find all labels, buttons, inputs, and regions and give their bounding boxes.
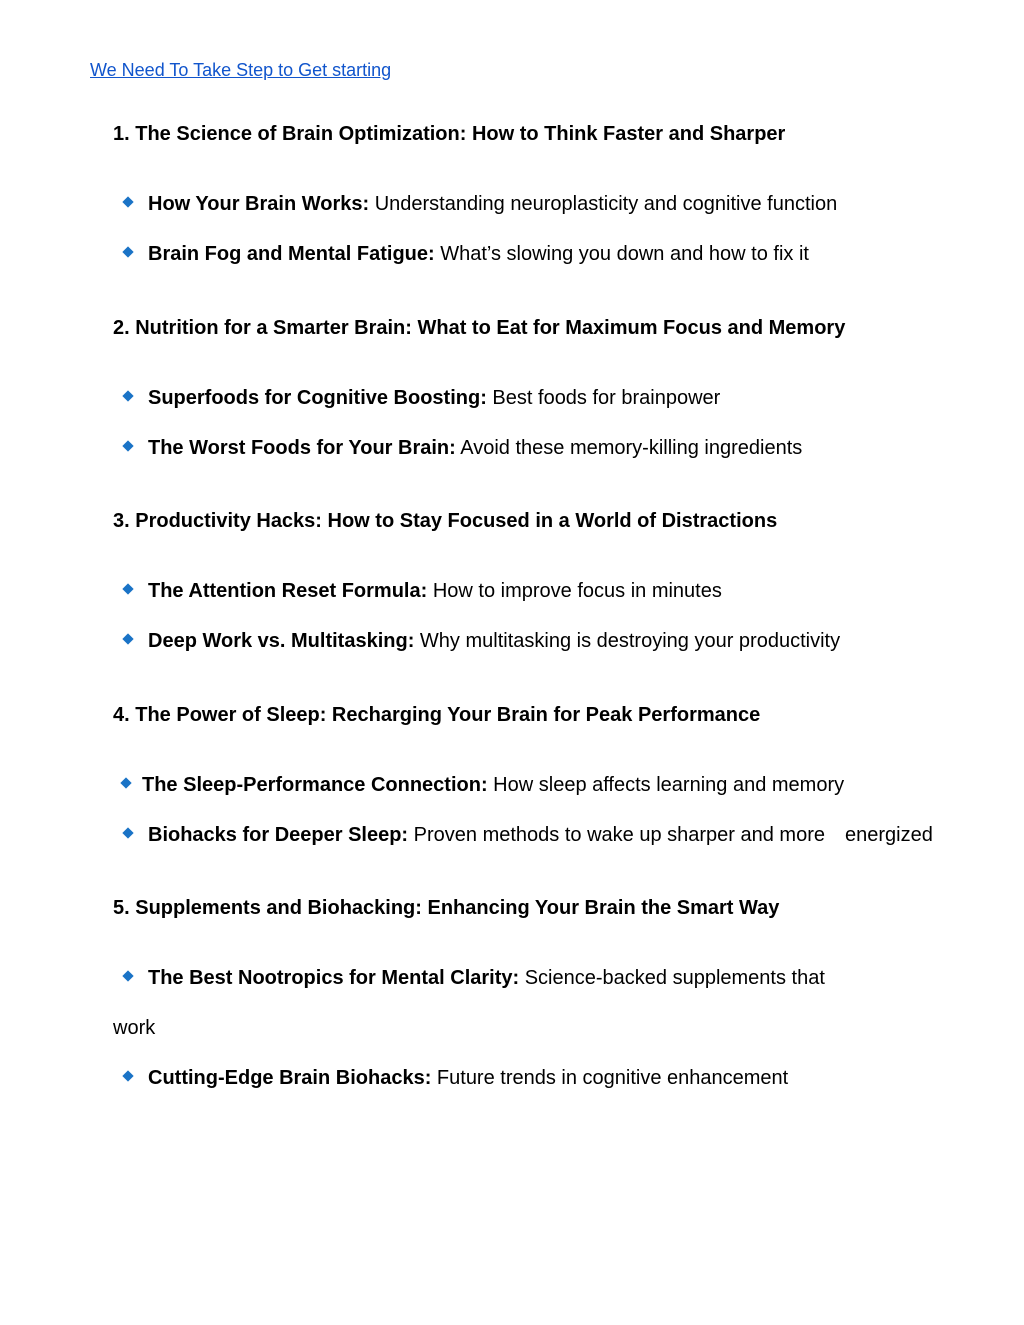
item-term: The Best Nootropics for Mental Clarity: [148, 967, 520, 989]
item-term: The Sleep-Performance Connection: [142, 774, 488, 796]
list-item [122, 436, 802, 460]
item-text: Science-backed supplements that [519, 967, 825, 989]
item-text: How to improve focus in minutes [427, 580, 722, 602]
diamond-bullet-icon [122, 196, 133, 207]
diamond-bullet-icon [122, 970, 133, 981]
item-term: How Your Brain Works: [148, 193, 370, 215]
list-item [122, 823, 933, 847]
list-item [122, 192, 837, 216]
item-term: The Worst Foods for Your Brain: [148, 437, 456, 459]
section-heading-5: 5. Supplements and Biohacking: Enhancing Your Brain the Smart Way [113, 897, 780, 919]
list-item [120, 773, 844, 797]
diamond-bullet-icon [122, 246, 133, 257]
section-heading-4: 4. The Power of Sleep: Recharging Your Brain for Peak Performance [113, 704, 761, 726]
item-term: Brain Fog and Mental Fatigue: [148, 243, 435, 265]
diamond-bullet-icon [122, 440, 133, 451]
item-term: The Attention Reset Formula: [148, 580, 428, 602]
item-text-tail: energized [845, 824, 933, 846]
item-text: What’s slowing you down and how to fix it [434, 243, 809, 265]
diamond-bullet-icon [122, 1070, 133, 1081]
diamond-bullet-icon [122, 827, 133, 838]
list-item [122, 386, 720, 410]
section-heading-1: 1. The Science of Brain Optimization: How to Think Faster and Sharper [113, 123, 786, 145]
list-item [122, 1066, 788, 1090]
item-text: Avoid these memory-killing ingredients [455, 437, 803, 459]
top-link[interactable]: We Need To Take Step to Get starting [90, 60, 392, 80]
diamond-bullet-icon [122, 633, 133, 644]
list-item [122, 966, 825, 990]
item-text: Future trends in cognitive enhancement [431, 1067, 789, 1089]
list-item [122, 242, 809, 266]
list-item [122, 629, 840, 653]
diamond-bullet-icon [122, 583, 133, 594]
item-term: Biohacks for Deeper Sleep: [148, 824, 409, 846]
item-text: Best foods for brainpower [486, 387, 721, 409]
item-text-wrap: work [113, 1017, 156, 1039]
section-heading-2: 2. Nutrition for a Smarter Brain: What to Eat for Maximum Focus and Memory [113, 317, 846, 339]
item-text: Proven methods to wake up sharper and more [408, 824, 825, 846]
item-term: Deep Work vs. Multitasking: [148, 630, 415, 652]
item-term: Cutting-Edge Brain Biohacks: [148, 1067, 432, 1089]
diamond-bullet-icon [122, 390, 133, 401]
list-item [122, 579, 722, 603]
item-text: Why multitasking is destroying your productivity [414, 630, 841, 652]
item-text: How sleep affects learning and memory [487, 774, 845, 796]
section-heading-3: 3. Productivity Hacks: How to Stay Focused in a World of Distractions [113, 510, 778, 532]
diamond-bullet-icon [120, 777, 131, 788]
item-term: Superfoods for Cognitive Boosting: [148, 387, 487, 409]
item-text: Understanding neuroplasticity and cognitive function [369, 193, 838, 215]
